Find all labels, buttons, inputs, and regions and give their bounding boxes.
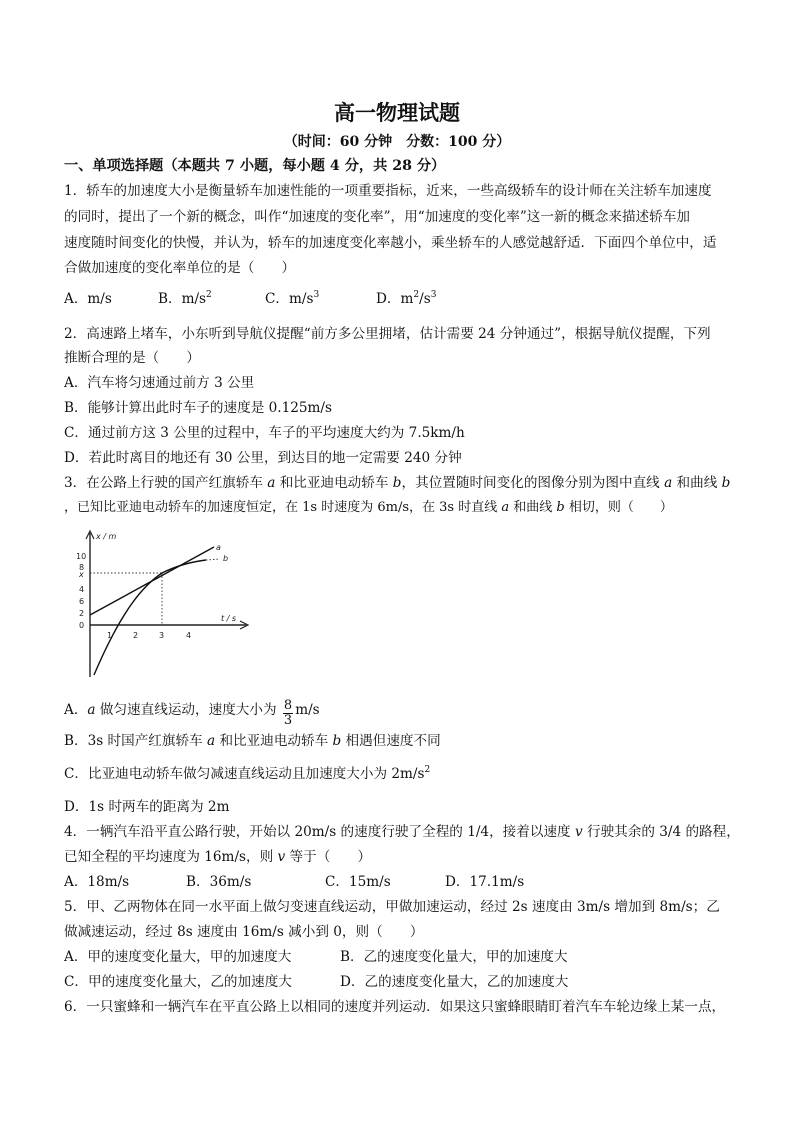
q1-option-b: B．$m/s^2$ [158,290,212,307]
y-tick-4: 4 [79,585,85,594]
q6-line-1: 6．一只蜜蜂和一辆汽车在平直公路上以相同的速度并列运动．如果这只蜜蜂眼睛盯着汽车车轮边缘上某一点， [64,999,726,1015]
q3-line-2: ，已知比亚迪电动轿车的加速度恒定，在 1s 时速度为 6m/s，在 3s 时直线 a 和曲线 b 相切，则（ ） [64,500,673,515]
q4-option-b: B．36m/s [186,874,252,890]
y-tick-2: 2 [79,609,85,618]
q5-option-a: A．甲的速度变化量大，甲的加速度大 [64,949,292,965]
q1-option-d: D．$m^2/s^3$ [376,290,437,307]
x-tick-3: 3 [159,631,165,640]
q4-line-1: 4．一辆汽车沿平直公路行驶，开始以 20m/s 的速度行驶了全程的 1/4，接着以速度 v 行驶其余的 3/4 的路程， [64,824,740,840]
x-axis-label: t / s [221,614,237,623]
q2-line-1: 2．高速路上堵车，小东听到导航仪提醒“前方多公里拥堵，估计需要 24 分钟通过”，根据导航仪提醒，下列 [64,326,711,342]
y-tick-10: 10 [76,552,87,561]
q4-option-c: C．15m/s [325,874,391,890]
q1-line-4: 合做加速度的变化率单位的是（ ） [64,260,296,276]
q3-option-b: B．3s 时国产红旗轿车 a 和比亚迪电动轿车 b 相遇但速度不同 [64,733,441,749]
y-tick-x: x [79,570,84,579]
q4-option-d: D．17.1m/s [445,874,525,890]
q3-line-1: 3．在公路上行驶的国产红旗轿车 a 和比亚迪电动轿车 b，其位置随时间变化的图像分别为图中直线 a 和曲线 b [64,475,731,491]
q3-option-a: A．a 做匀速直线运动，速度大小为 $\frac{8}{3}$ m/s [64,698,320,728]
exam-subtitle: （时间：60 分钟 分数：100 分） [283,134,511,150]
q3-option-d: D．1s 时两车的距离为 2m [64,799,230,815]
q2-option-d: D．若此时离目的地还有 30 公里，到达目的地一定需要 240 分钟 [64,450,462,466]
q5-line-2: 做减速运动，经过 8s 速度由 16m/s 减小到 0，则（ ） [64,924,424,940]
q5-option-b: B．乙的速度变化量大，甲的加速度大 [340,949,568,965]
page-title: 高一物理试题 [334,100,460,125]
q4-option-a: A．18m/s [64,874,130,890]
fraction-8-3: $\frac{8}{3}$ [283,698,293,728]
q1-line-2: 的同时，提出了一个新的概念，叫作“加速度的变化率”，用“加速度的变化率”这一新的概念来描述轿车加 [64,209,690,225]
q4-line-2: 已知全程的平均速度为 16m/s，则 v 等于（ ） [64,849,372,865]
position-time-graph [76,527,252,679]
label-a: a [216,543,221,552]
q5-line-1: 5．甲、乙两物体在同一水平面上做匀变速直线运动，甲做加速运动，经过 2s 速度由 3m/s 增加到 8m/s；乙 [64,899,720,915]
y-tick-8: 8 [79,563,85,572]
y-axis-label: x / m [96,532,117,541]
curve-b-tail [206,559,220,560]
q1-line-1: 1．轿车的加速度大小是衡量轿车加速性能的一项重要指标，近来，一些高级轿车的设计师在关注轿车加速度 [64,183,712,199]
q2-option-b: B．能够计算出此时车子的速度是 0.125m/s [64,400,332,416]
q5-option-d: D．乙的速度变化量大，乙的加速度大 [340,974,569,990]
q2-option-c: C．通过前方这 3 公里的过程中，车子的平均速度大约为 7.5km/h [64,425,465,441]
y-tick-6: 6 [79,597,85,606]
q5-option-c: C．甲的速度变化量大，乙的加速度大 [64,974,292,990]
label-b: b [223,554,229,563]
y-tick-0: 0 [79,621,85,630]
section-heading: 一、单项选择题（本题共 7 小题，每小题 4 分，共 28 分） [64,158,446,174]
curve-b [94,560,206,675]
q1-option-c: C．$m/s^3$ [265,290,320,307]
q3-option-c: C．比亚迪电动轿车做匀减速直线运动且加速度大小为 $2m/s^2$ [64,765,431,782]
x-tick-2: 2 [133,631,139,640]
q1-option-a: A．m/s [64,291,112,307]
x-tick-4: 4 [186,631,192,640]
q1-line-3: 速度随时间变化的快慢，并认为，轿车的加速度变化率越小，乘坐轿车的人感觉越舒适．下面四个单位中，适 [64,235,717,251]
x-tick-1: 1 [107,631,113,640]
q2-option-a: A．汽车将匀速通过前方 3 公里 [64,375,255,391]
q2-line-2: 推断合理的是（ ） [64,350,200,366]
